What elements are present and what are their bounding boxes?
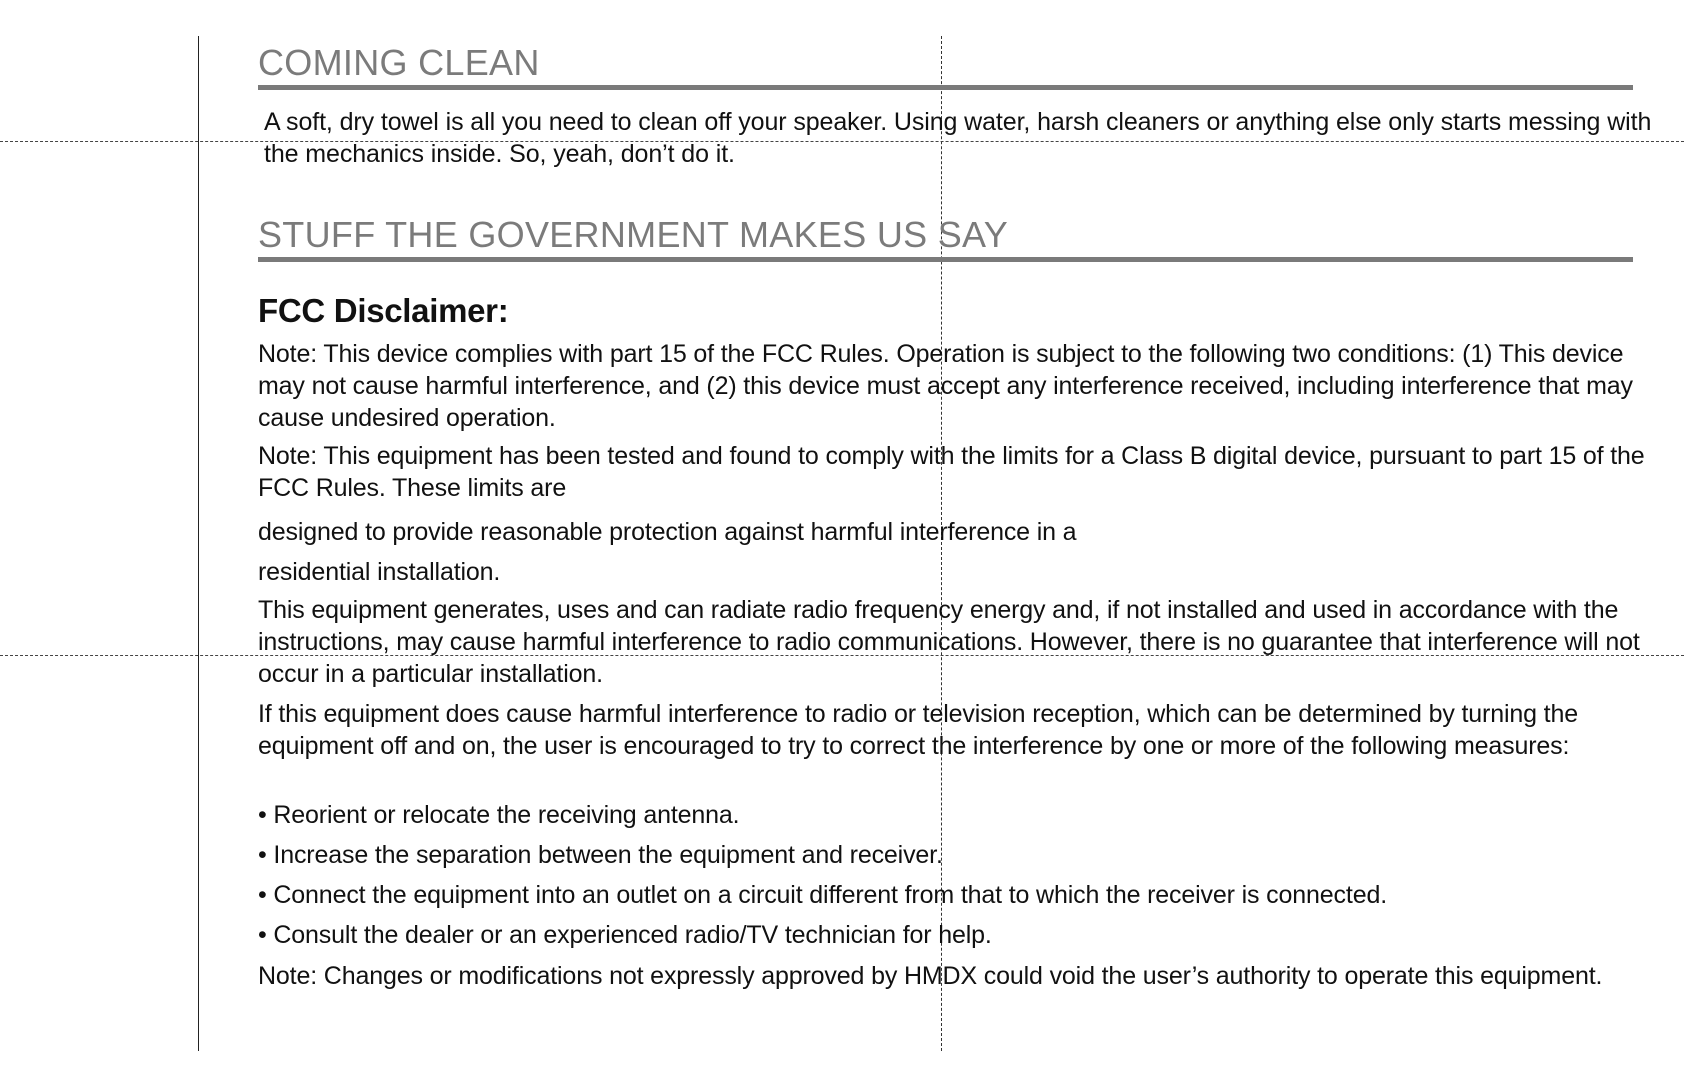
- fcc-disclaimer-title: FCC Disclaimer:: [258, 292, 509, 329]
- fcc-paragraph: residential installation.: [258, 558, 501, 586]
- measure-list-item: • Increase the separation between the equipment and receiver.: [258, 841, 943, 869]
- fcc-paragraph: Note: This device complies with part 15 of the FCC Rules. Operation is subject to the following two conditions: (1) This device may not cause harmful interference, and (2) this device must accept any interference received, including interference that may cause undesired operation.: [258, 340, 1633, 432]
- fcc-paragraph: Note: This equipment has been tested and found to comply with the limits for a Class B digital device, pursuant to part 15 of the FCC Rules. These limits are: [258, 442, 1645, 502]
- fcc-paragraph: This equipment generates, uses and can radiate radio frequency energy and, if not installed and used in accordance with the instructions, may cause harmful interference to radio communications. However, there is no guarantee that interference will not occur in a particular installation.: [258, 596, 1640, 688]
- measure-list-item: • Connect the equipment into an outlet on a circuit different from that to which the receiver is connected.: [258, 881, 1387, 909]
- measure-list-item: • Consult the dealer or an experienced radio/TV technician for help.: [258, 921, 992, 949]
- fcc-paragraph: designed to provide reasonable protection against harmful interference in a: [258, 518, 1077, 546]
- fcc-paragraph: If this equipment does cause harmful interference to radio or television reception, which can be determined by turning the equipment off and on, the user is encouraged to try to correct the interference by one or more of the following measures:: [258, 700, 1578, 760]
- section-heading-government: STUFF THE GOVERNMENT MAKES US SAY: [258, 215, 1633, 262]
- measure-list-item: • Reorient or relocate the receiving antenna.: [258, 801, 740, 829]
- cleaning-instructions: A soft, dry towel is all you need to clean off your speaker. Using water, harsh cleaners or anything else only starts messing with the mechanics inside. So, yeah, don’t do it.: [264, 108, 1652, 168]
- page-margin-line: [198, 36, 199, 1051]
- section-heading-coming-clean: COMING CLEAN: [258, 43, 1633, 90]
- fcc-closing-note: Note: Changes or modifications not expressly approved by HMDX could void the user’s authority to operate this equipment.: [258, 962, 1603, 990]
